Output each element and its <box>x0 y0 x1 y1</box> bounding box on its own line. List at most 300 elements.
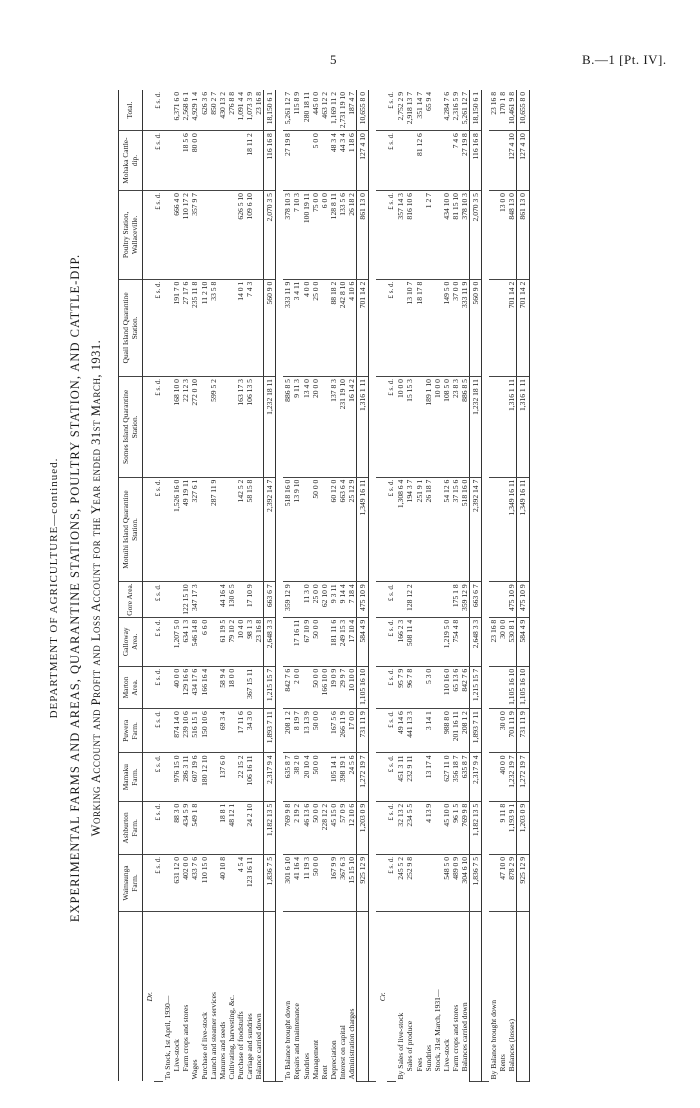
amount-cell <box>415 709 424 753</box>
amount-cell: 20 0 0 <box>311 377 320 478</box>
amount-cell: 231 19 10 <box>338 377 347 478</box>
amount-cell: 25 0 0 <box>311 279 320 376</box>
row-label: To Balance brought down <box>283 1000 293 1080</box>
amount-cell: 50 0 0 <box>311 617 320 666</box>
amount-cell: 2 0 0 <box>292 666 301 708</box>
amount-cell: 10,461 9 8 <box>507 90 517 131</box>
amount-cell: 398 19 1 <box>338 753 347 801</box>
amount-cell: 378 10 3 <box>283 191 292 280</box>
ledger-row <box>227 90 236 1082</box>
ledger-row <box>172 90 181 1082</box>
amount-cell: 166 16 4 <box>200 666 209 708</box>
amount-cell: 508 11 4 <box>405 617 414 666</box>
total-cell: 1,232 18 11 <box>264 377 276 478</box>
amount-cell: 842 7 6 <box>283 666 292 708</box>
units-cell <box>143 90 155 131</box>
column-header: Total. <box>119 90 143 131</box>
amount-cell: 122 15 10 <box>181 582 190 617</box>
amount-cell <box>489 131 498 191</box>
amount-cell: 2,918 13 7 <box>405 90 414 131</box>
amount-cell: 9 14 4 <box>338 582 347 617</box>
amount-cell: 50 0 0 <box>311 709 320 753</box>
column-header: Mohaka Cattle-dip. <box>119 131 143 191</box>
ledger-row <box>489 90 498 1082</box>
total-cell: 1,215 15 7 <box>264 666 276 708</box>
amount-cell <box>227 854 236 911</box>
units-cell <box>376 801 387 854</box>
amount-cell: 18 17 8 <box>415 279 424 376</box>
amount-cell: 24 2 10 <box>245 801 254 854</box>
column-header: Somes Island Quarantine Station. <box>119 377 143 478</box>
amount-cell <box>163 377 172 478</box>
amount-cell: 1,073 3 9 <box>245 90 254 131</box>
gap-cell <box>276 90 284 1082</box>
amount-cell <box>433 191 442 280</box>
units-cell: £ s. d. <box>387 191 396 280</box>
amount-cell: 13 0 0 <box>498 191 507 280</box>
amount-cell <box>209 854 218 911</box>
amount-cell: 359 12 9 <box>460 582 470 617</box>
total-cell: 2,392 14 7 <box>470 477 482 582</box>
amount-cell: 44 3 4 <box>338 131 347 191</box>
amount-cell: 45 10 0 <box>442 801 451 854</box>
amount-cell <box>200 191 209 280</box>
units-row <box>154 90 163 1082</box>
units-cell <box>376 377 387 478</box>
amount-cell <box>218 191 227 280</box>
total-cell: 116 16 8 <box>470 131 482 191</box>
total-cell: 861 13 0 <box>517 191 529 280</box>
amount-cell: 13 10 7 <box>405 279 414 376</box>
amount-cell <box>200 377 209 478</box>
ledger-row <box>396 90 405 1082</box>
units-cell: £ s. d. <box>154 191 163 280</box>
amount-cell: 463 12 2 <box>320 90 329 131</box>
amount-cell <box>433 279 442 376</box>
ledger-row <box>347 90 357 1082</box>
amount-cell: 232 9 11 <box>405 753 414 801</box>
amount-cell: 333 11 9 <box>460 279 470 376</box>
ledger-row <box>338 90 347 1082</box>
amount-cell <box>292 131 301 191</box>
amount-cell <box>200 801 209 854</box>
amount-cell: 13 17 4 <box>424 753 433 801</box>
column-header: Ashburton Farm. <box>119 801 143 854</box>
amount-cell <box>254 191 264 280</box>
row-label: Farm crops and stores <box>450 1004 460 1072</box>
ledger-row <box>163 90 172 1082</box>
amount-cell <box>163 666 172 708</box>
row-label: Rent <box>319 1065 329 1080</box>
gap-cell <box>369 90 377 1082</box>
units-cell <box>376 617 387 666</box>
column-header: Quail Island Quarantine Station. <box>119 279 143 376</box>
ledger-row <box>498 90 507 1082</box>
total-cell: 1,836 7 5 <box>264 854 276 911</box>
total-cell: 1,836 7 5 <box>470 854 482 911</box>
amount-cell <box>163 191 172 280</box>
amount-cell: 95 7 9 <box>396 666 405 708</box>
ledger-row <box>405 90 414 1082</box>
row-label: Sundries <box>301 1052 311 1080</box>
amount-cell: 23 16 8 <box>254 617 264 666</box>
amount-cell <box>320 477 329 582</box>
amount-cell <box>200 477 209 582</box>
amount-cell: 9 3 11 <box>329 582 338 617</box>
total-cell: 1,182 13 5 <box>470 801 482 854</box>
amount-cell: 6,371 6 0 <box>172 90 181 131</box>
units-cell: £ s. d. <box>154 279 163 376</box>
amount-cell: 23 16 8 <box>489 617 498 666</box>
amount-cell: 848 13 0 <box>507 191 517 280</box>
total-cell: 2,317 9 4 <box>470 753 482 801</box>
total-cell: 1,203 0 9 <box>517 801 529 854</box>
amount-cell: 50 0 0 <box>311 801 320 854</box>
amount-cell <box>460 617 470 666</box>
ledger-row <box>424 90 433 1082</box>
amount-cell: 58 9 4 <box>218 666 227 708</box>
amount-cell <box>200 582 209 617</box>
amount-cell: 475 10 9 <box>507 582 517 617</box>
amount-cell: 62 10 0 <box>320 582 329 617</box>
amount-cell: 378 10 3 <box>460 191 470 280</box>
amount-cell: 167 9 9 <box>329 854 338 911</box>
column-header: Motuihi Island Quarantine Station. <box>119 477 143 582</box>
units-cell: £ s. d. <box>154 377 163 478</box>
total-cell: 1,272 19 7 <box>517 753 529 801</box>
units-cell: £ s. d. <box>387 279 396 376</box>
amount-cell: 249 15 3 <box>338 617 347 666</box>
total-cell: 1,272 19 7 <box>357 753 369 801</box>
amount-cell: 14 0 1 <box>236 279 245 376</box>
page-reference: B.—1 [Pt. IV]. <box>582 52 667 67</box>
amount-cell: 108 5 0 <box>442 377 451 478</box>
amount-cell <box>254 477 264 582</box>
amount-cell: 137 8 3 <box>329 377 338 478</box>
amount-cell: 50 0 0 <box>311 666 320 708</box>
amount-cell <box>283 617 292 666</box>
units-cell <box>143 582 155 617</box>
amount-cell <box>424 279 433 376</box>
amount-cell: 6 0 0 <box>320 191 329 280</box>
amount-cell: 79 10 2 <box>227 617 236 666</box>
section-gap <box>369 90 377 1082</box>
amount-cell: 137 6 0 <box>218 753 227 801</box>
page-number: 5 <box>330 52 337 67</box>
units-cell: £ s. d. <box>154 801 163 854</box>
amount-cell: 242 8 10 <box>338 279 347 376</box>
amount-cell: 65 9 4 <box>424 90 433 131</box>
amount-cell: 106 13 5 <box>245 377 254 478</box>
amount-cell: 22 12 3 <box>181 377 190 478</box>
units-cell <box>143 801 155 854</box>
row-label: Cultivating, harvesting, &c. <box>226 994 236 1080</box>
amount-cell: 842 7 6 <box>460 666 470 708</box>
units-cell: £ s. d. <box>154 582 163 617</box>
ledger-row <box>209 90 218 1082</box>
amount-cell: 34 3 0 <box>245 709 254 753</box>
amount-cell: 167 5 6 <box>329 709 338 753</box>
total-cell: 1,105 16 10 <box>517 666 529 708</box>
row-label: Administration charges <box>346 1008 356 1080</box>
units-cell: £ s. d. <box>387 854 396 911</box>
amount-cell: 627 11 0 <box>442 753 451 801</box>
column-header: Puwera Farm. <box>119 709 143 753</box>
amount-cell <box>302 666 311 708</box>
amount-cell <box>254 709 264 753</box>
amount-cell <box>396 582 405 617</box>
units-cell <box>376 666 387 708</box>
row-label: Live-stock <box>441 1039 451 1072</box>
amount-cell: 245 5 2 <box>396 854 405 911</box>
column-header: Waimaunga Farm. <box>119 854 143 911</box>
units-cell <box>376 131 387 191</box>
amount-cell: 128 12 2 <box>405 582 414 617</box>
amount-cell <box>209 666 218 708</box>
amount-cell: 357 14 3 <box>396 191 405 280</box>
amount-cell: 2,316 5 9 <box>451 90 460 131</box>
units-cell <box>143 191 155 280</box>
amount-cell: 29 9 7 <box>338 666 347 708</box>
amount-cell: 40 0 0 <box>172 666 181 708</box>
header-row <box>119 90 143 1082</box>
amount-cell: 67 10 9 <box>302 617 311 666</box>
row-label: By Sales of live-stock <box>396 1012 406 1080</box>
amount-cell: 8 19 7 <box>292 709 301 753</box>
amount-cell <box>415 617 424 666</box>
units-cell <box>376 854 387 911</box>
row-label: Purchase of foodstuffs <box>235 1011 245 1080</box>
amount-cell <box>209 131 218 191</box>
total-cell: 475 10 9 <box>517 582 529 617</box>
amount-cell: 546 14 8 <box>190 617 199 666</box>
amount-cell: 17 10 9 <box>245 582 254 617</box>
ledger-body <box>143 90 530 1082</box>
amount-cell: 988 8 0 <box>442 709 451 753</box>
amount-cell <box>163 709 172 753</box>
amount-cell: 37 15 6 <box>451 477 460 582</box>
amount-cell: 3 4 11 <box>292 279 301 376</box>
amount-cell <box>163 617 172 666</box>
units-cell: £ s. d. <box>387 753 396 801</box>
amount-cell: 489 0 9 <box>451 854 460 911</box>
total-label-blank <box>357 912 369 1082</box>
amount-cell: 359 12 9 <box>283 582 292 617</box>
amount-cell <box>415 377 424 478</box>
amount-cell: 549 1 8 <box>190 801 199 854</box>
units-label-blank <box>154 912 163 1082</box>
amount-cell <box>320 131 329 191</box>
amount-cell <box>424 854 433 911</box>
total-cell: 1,349 16 11 <box>357 477 369 582</box>
units-cell: £ s. d. <box>387 709 396 753</box>
amount-cell: 189 1 10 <box>424 377 433 478</box>
amount-cell: 17 10 4 <box>347 617 357 666</box>
amount-cell <box>498 582 507 617</box>
total-cell: 925 12 9 <box>357 854 369 911</box>
amount-cell: 96 7 8 <box>405 666 414 708</box>
total-label-blank <box>470 912 482 1082</box>
amount-cell: 26 18 2 <box>347 191 357 280</box>
total-cell: 1,316 1 11 <box>357 377 369 478</box>
row-label: By Balance brought down <box>489 999 499 1080</box>
column-header: Poultry Station, Wallaceville. <box>119 191 143 280</box>
amount-cell: 201 16 11 <box>451 709 460 753</box>
amount-cell: 445 0 0 <box>311 90 320 131</box>
amount-cell <box>163 279 172 376</box>
amount-cell <box>498 477 507 582</box>
amount-cell <box>254 753 264 801</box>
amount-cell <box>498 666 507 708</box>
amount-cell: 41 16 4 <box>292 854 301 911</box>
amount-cell <box>415 582 424 617</box>
column-header: Galloway Area. <box>119 617 143 666</box>
amount-cell: 149 5 0 <box>442 279 451 376</box>
amount-cell <box>302 477 311 582</box>
amount-cell: 98 1 3 <box>245 617 254 666</box>
total-cell: 18,150 6 1 <box>264 90 276 131</box>
amount-cell: 45 15 0 <box>329 801 338 854</box>
ledger-row <box>442 90 451 1082</box>
amount-cell <box>227 191 236 280</box>
amount-cell <box>163 582 172 617</box>
amount-cell <box>209 709 218 753</box>
amount-cell <box>433 90 442 131</box>
amount-cell: 166 10 0 <box>320 666 329 708</box>
amount-cell: 4 10 6 <box>347 279 357 376</box>
total-cell: 925 12 9 <box>517 854 529 911</box>
amount-cell <box>172 582 181 617</box>
section-heading-row <box>143 90 155 1082</box>
amount-cell: 663 6 4 <box>338 477 347 582</box>
total-cell: 701 14 2 <box>357 279 369 376</box>
amount-cell <box>209 753 218 801</box>
units-cell <box>376 477 387 582</box>
amount-cell: 27 19 8 <box>460 131 470 191</box>
units-cell: £ s. d. <box>387 131 396 191</box>
amount-cell: 50 0 0 <box>311 753 320 801</box>
document-title: EXPERIMENTAL FARMS AND AREAS, QUARANTINE STATIONS, POULTRY STATION, AND CATTLE-DIP. <box>68 253 82 923</box>
amount-cell: 175 1 8 <box>451 582 460 617</box>
units-cell <box>376 582 387 617</box>
units-cell <box>143 617 155 666</box>
total-cell: 701 14 2 <box>517 279 529 376</box>
section-gap <box>482 90 490 1082</box>
amount-cell: 402 0 0 <box>181 854 190 911</box>
row-label: Repairs and maintenance <box>292 1003 302 1080</box>
amount-cell <box>415 753 424 801</box>
ledger-row <box>311 90 320 1082</box>
amount-cell <box>209 801 218 854</box>
amount-cell: 23 8 3 <box>451 377 460 478</box>
amount-cell: 110 16 0 <box>442 666 451 708</box>
amount-cell: 434 10 0 <box>442 191 451 280</box>
amount-cell <box>320 377 329 478</box>
amount-cell <box>415 801 424 854</box>
amount-cell: 433 7 6 <box>190 854 199 911</box>
amount-cell: 180 12 10 <box>200 753 209 801</box>
amount-cell <box>254 854 264 911</box>
ledger-row <box>460 90 470 1082</box>
total-cell: 2,392 14 7 <box>264 477 276 582</box>
amount-cell: 272 0 10 <box>190 377 199 478</box>
amount-cell <box>218 377 227 478</box>
amount-cell: 25 0 0 <box>311 582 320 617</box>
row-label: Sales of produce <box>405 1020 415 1072</box>
amount-cell: 16 14 2 <box>347 377 357 478</box>
units-cell: £ s. d. <box>387 582 396 617</box>
amount-cell: 33 5 8 <box>209 279 218 376</box>
units-cell: £ s. d. <box>154 477 163 582</box>
column-header: Mamaku Farm. <box>119 753 143 801</box>
units-cell: £ s. d. <box>387 477 396 582</box>
amount-cell: 13 4 0 <box>302 377 311 478</box>
amount-cell <box>218 477 227 582</box>
amount-cell: 530 8 1 <box>507 617 517 666</box>
amount-cell: 451 3 11 <box>396 753 405 801</box>
ledger-row <box>451 90 460 1082</box>
amount-cell <box>227 477 236 582</box>
section-heading: Cr. <box>378 992 388 1002</box>
units-cell: £ s. d. <box>154 617 163 666</box>
amount-cell: 1,105 16 10 <box>507 666 517 708</box>
total-cell: 584 4 9 <box>517 617 529 666</box>
amount-cell: 142 5 2 <box>236 477 245 582</box>
document-subtitle: Working Account and Profit and Loss Account for the Year ended 31st March, 1931. <box>89 339 103 837</box>
amount-cell: 208 1 2 <box>460 709 470 753</box>
amount-cell <box>254 131 264 191</box>
amount-cell <box>236 666 245 708</box>
amount-cell: 228 12 2 <box>320 801 329 854</box>
total-cell: 1,182 13 5 <box>264 801 276 854</box>
units-cell <box>143 753 155 801</box>
amount-cell: 13 13 9 <box>302 709 311 753</box>
amount-cell: 100 19 11 <box>302 191 311 280</box>
amount-cell: 1,091 4 4 <box>236 90 245 131</box>
amount-cell: 351 14 7 <box>415 90 424 131</box>
amount-cell: 4,284 7 6 <box>442 90 451 131</box>
amount-cell: 4 0 0 <box>302 279 311 376</box>
amount-cell: 9 11 3 <box>292 377 301 478</box>
amount-cell <box>302 131 311 191</box>
amount-cell: 130 6 5 <box>227 582 236 617</box>
amount-cell: 356 18 7 <box>451 753 460 801</box>
total-cell: 663 6 7 <box>470 582 482 617</box>
amount-cell: 110 17 2 <box>181 191 190 280</box>
amount-cell <box>442 131 451 191</box>
amount-cell: 61 19 5 <box>218 617 227 666</box>
amount-cell: 434 17 6 <box>190 666 199 708</box>
amount-cell <box>163 801 172 854</box>
amount-cell: 12 10 6 <box>347 801 357 854</box>
amount-cell: 19 0 9 <box>329 666 338 708</box>
amount-cell: 1,207 5 0 <box>172 617 181 666</box>
amount-cell: 60 12 0 <box>329 477 338 582</box>
amount-cell: 47 10 0 <box>498 854 507 911</box>
amount-cell: 88 3 0 <box>172 801 181 854</box>
amount-cell: 109 6 10 <box>245 191 254 280</box>
amount-cell: 5,261 12 7 <box>460 90 470 131</box>
amount-cell: 11 3 0 <box>302 582 311 617</box>
amount-cell: 769 9 8 <box>283 801 292 854</box>
amount-cell: 548 5 0 <box>442 854 451 911</box>
amount-cell: 1,193 9 1 <box>507 801 517 854</box>
landscape-sheet <box>40 88 680 1088</box>
amount-cell <box>292 582 301 617</box>
amount-cell: 1,526 16 0 <box>172 477 181 582</box>
units-cell <box>376 90 387 131</box>
amount-cell: 754 4 8 <box>451 617 460 666</box>
